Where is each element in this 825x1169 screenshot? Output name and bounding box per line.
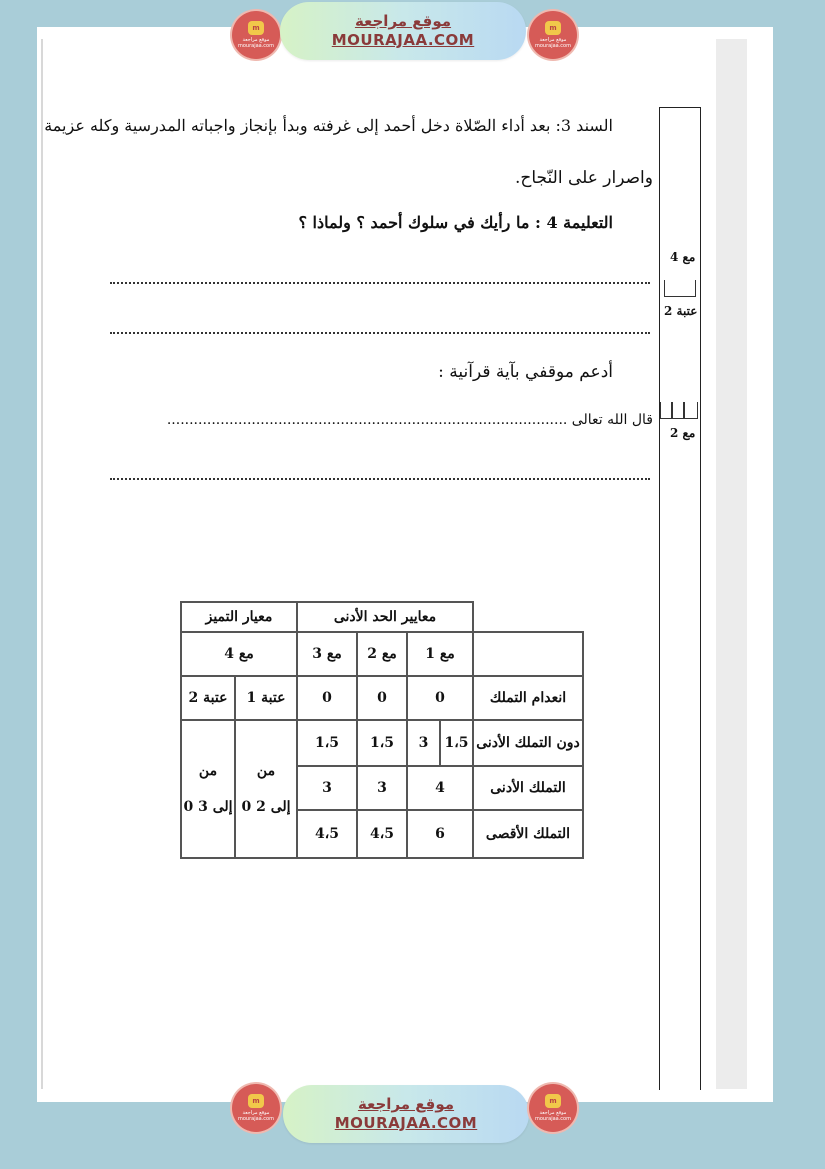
- table-row: [181, 720, 583, 766]
- logo-caption: موقع مراجعة mourajaa.com: [534, 1110, 571, 1122]
- cell: 6: [407, 810, 473, 858]
- cell: 4،5: [357, 810, 407, 858]
- answer-line-2[interactable]: [110, 328, 650, 334]
- site-logo-right: [529, 1084, 577, 1132]
- cell: 4،5: [297, 810, 357, 858]
- header-minimum: معايير الحد الأدنى: [297, 602, 473, 632]
- site-name-ar: موقع مراجعة: [357, 1095, 455, 1113]
- col-t2: عتبة 2: [181, 676, 235, 720]
- logo-badge-icon: m: [248, 21, 264, 35]
- scanned-document: [41, 39, 749, 1089]
- t2-range-a: من: [198, 763, 218, 779]
- cell: 0: [407, 676, 473, 720]
- sanad-text: [44, 116, 613, 135]
- row-label: التملك الأقصى: [473, 810, 583, 858]
- t2-range: [181, 720, 235, 858]
- instruction-text: التعليمة 4 : ما رأيك في سلوك أحمد ؟ ولماذا ؟: [298, 213, 613, 232]
- t1-range-a: من: [256, 763, 276, 779]
- site-name-en: MOURAJAA.COM: [331, 31, 475, 49]
- cell: 3: [357, 766, 407, 810]
- row-header-blank: [473, 632, 583, 676]
- cell: 1،5: [357, 720, 407, 766]
- row-label: انعدام التملك: [473, 676, 583, 720]
- score-box[interactable]: [660, 402, 672, 419]
- grading-table: [180, 601, 584, 859]
- sanad-continuation: واصرار على النّجاح.: [515, 168, 653, 188]
- logo-badge-icon: m: [248, 1094, 264, 1108]
- sanad-line: السند 3: بعد أداء الصّلاة دخل أحمد إلى غرفته وبدأ بإنجاز واجباته المدرسية وكله عزيمة: [44, 116, 613, 135]
- logo-caption: موقع مراجعة mourajaa.com: [237, 37, 274, 49]
- row-label: التملك الأدنى: [473, 766, 583, 810]
- t2-range-b: 0 إلى 3: [183, 799, 233, 815]
- score-box[interactable]: [672, 402, 684, 419]
- row-label: دون التملك الأدنى: [473, 720, 583, 766]
- site-name-en: MOURAJAA.COM: [334, 1114, 478, 1132]
- margin-threshold-2: عتبة 2: [664, 304, 698, 318]
- site-banner-top[interactable]: [280, 2, 526, 60]
- col-c2: مع 2: [357, 632, 407, 676]
- col-c4: مع 4: [181, 632, 297, 676]
- cell: 0: [297, 676, 357, 720]
- site-logo-right: [529, 11, 577, 59]
- logo-caption: موقع مراجعة mourajaa.com: [237, 1110, 274, 1122]
- site-banner-bottom[interactable]: [283, 1085, 529, 1143]
- margin-criterion-4: مع 4: [670, 250, 696, 264]
- col-c3: مع 3: [297, 632, 357, 676]
- document-edge: [716, 39, 747, 1089]
- site-name-ar: موقع مراجعة: [354, 12, 452, 30]
- t1-range: [235, 720, 297, 858]
- header-excellence: معيار التميز: [181, 602, 297, 632]
- table-row: [181, 676, 583, 720]
- cell: 4: [407, 766, 473, 810]
- score-box[interactable]: [664, 280, 696, 297]
- col-t1: عتبة 1: [235, 676, 297, 720]
- cell: 3: [297, 766, 357, 810]
- cell: 1،5: [297, 720, 357, 766]
- table-corner: [473, 602, 583, 632]
- margin-criterion-2: مع 2: [670, 426, 696, 440]
- site-logo-left: [232, 1084, 280, 1132]
- logo-badge-icon: m: [545, 1094, 561, 1108]
- site-logo-left: [232, 11, 280, 59]
- support-prompt: أدعم موقفي بآية قرآنية :: [438, 362, 613, 382]
- answer-line-1[interactable]: [110, 278, 650, 284]
- logo-caption: موقع مراجعة mourajaa.com: [534, 37, 571, 49]
- answer-line-3[interactable]: [110, 474, 650, 480]
- cell: 3: [418, 735, 429, 751]
- cell: 1،5: [439, 721, 472, 765]
- cell-split: [407, 720, 473, 766]
- verse-line[interactable]: قال الله تعالى ..........................................................................................: [166, 412, 653, 428]
- score-box[interactable]: [684, 402, 698, 419]
- logo-badge-icon: m: [545, 21, 561, 35]
- t1-range-b: 0 إلى 2: [241, 799, 291, 815]
- col-c1: مع 1: [407, 632, 473, 676]
- cell: 0: [357, 676, 407, 720]
